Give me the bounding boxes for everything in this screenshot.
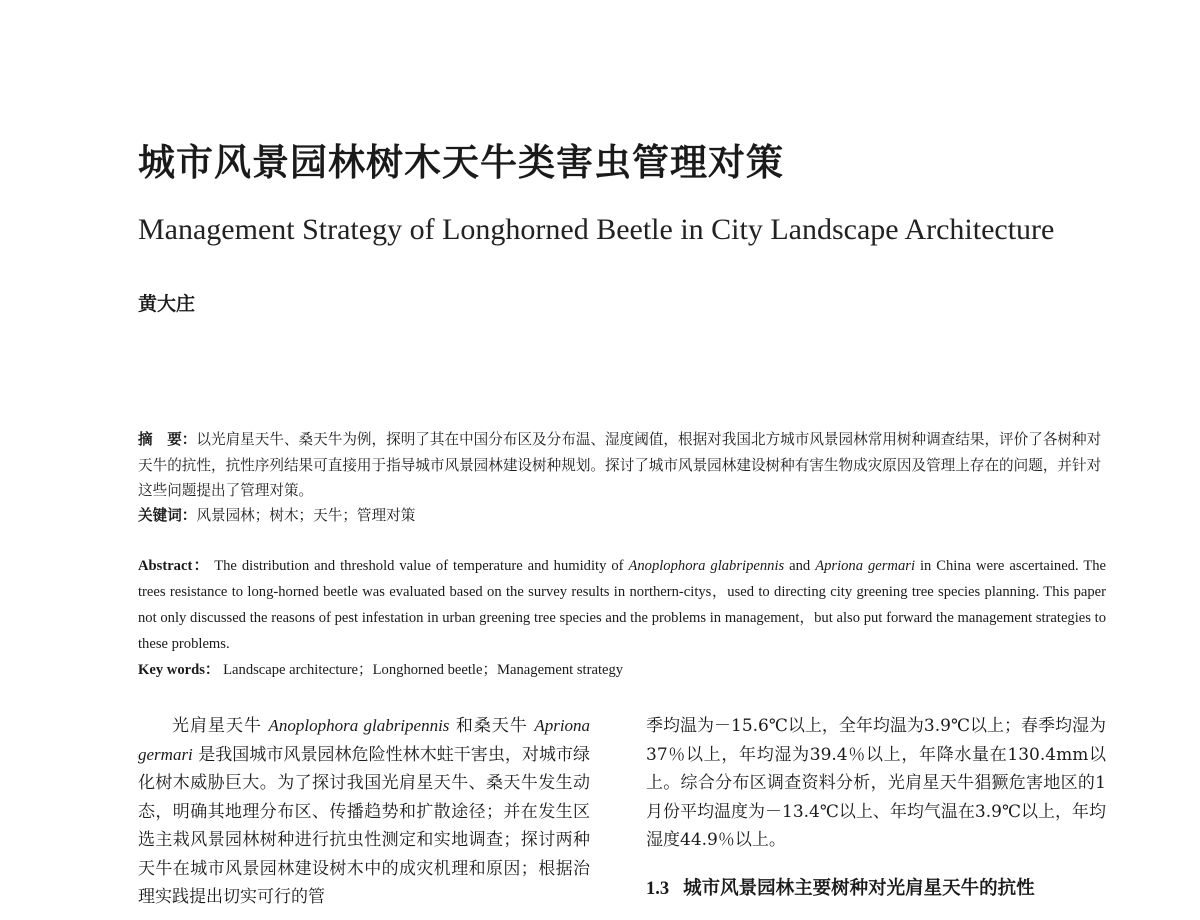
- body-left-text-c: 是我国城市风景园林危险性林木蛀干害虫，对城市绿化树木威胁巨大。为了探讨我国光肩星天牛、桑天牛发生动态，明确其地理分布区、传播趋势和扩散途径；并在发生区选主栽风景园林树种进行抗虫性测定和实地调查；探讨两种天牛在城市风景园林建设树木中的成灾机理和原因；根据治理实践提出切实可行的管: [138, 744, 591, 907]
- english-keywords: [138, 657, 1106, 683]
- species-name-apriona: Apriona germari: [815, 558, 915, 574]
- english-keywords-label: Key words：: [138, 662, 220, 678]
- body-species-apriona: Apriona germari: [138, 716, 591, 764]
- body-column-right: 季均温为－15.6℃以上，全年均温为3.9℃以上；春季均湿为37％以上，年均湿为39.4％以上，年降水量在130.4mm以上。综合分布区调查资料分析，光肩星天牛猖獗危害地区的1月份平均温度为－13.4℃以上、年均气温在3.9℃以上，年均湿度44.9％以上。: [646, 716, 1106, 850]
- english-abstract-label: Abstract：: [138, 558, 210, 574]
- section-number: 1.3: [646, 879, 670, 899]
- body-left-text-b: 和桑天牛: [455, 716, 528, 736]
- body-species-anoplophora: Anoplophora glabripennis: [268, 716, 450, 735]
- chinese-abstract: [138, 427, 1106, 504]
- chinese-abstract-label: 摘 要：: [138, 431, 197, 448]
- english-abstract-text-c: in China were ascertained. The trees resistance to long-horned beetle was evaluated based on the survey results in northern-citys，used to directing city greening tree species planning. This paper not only discussed the reasons of pest infestation in urban greening tree species and the problems in management，but also put forward the management strategies to these problems.: [138, 558, 1107, 652]
- section-heading: [646, 874, 1106, 900]
- body-left-text-a: 光肩星天牛: [172, 716, 263, 736]
- title-english: Management Strategy of Longhorned Beetle in City Landscape Architecture: [138, 213, 1055, 246]
- english-abstract-text-b: and: [784, 558, 816, 574]
- chinese-keywords: [138, 503, 1106, 528]
- title-chinese: 城市风景园林树木天牛类害虫管理对策: [138, 140, 784, 184]
- english-keywords-text: Landscape architecture；Longhorned beetle；Management strategy: [219, 662, 624, 678]
- section-title: 城市风景园林主要树种对光肩星天牛的抗性: [683, 878, 1035, 899]
- chinese-keywords-text: 风景园林；树木；天牛；管理对策: [196, 507, 416, 524]
- author-name: 黄大庄: [138, 293, 196, 315]
- english-abstract: [138, 553, 1106, 657]
- chinese-keywords-label: 关键词：: [138, 507, 197, 524]
- chinese-abstract-text: 以光肩星天牛、桑天牛为例，探明了其在中国分布区及分布温、湿度阈值，根据对我国北方城市风景园林常用树种调查结果，评价了各树种对天牛的抗性，抗性序列结果可直接用于指导城市风景园林建设树种规划。探讨了城市风景园林建设树种有害生物成灾原因及管理上存在的问题，并针对这些问题提出了管理对策。: [138, 431, 1102, 499]
- species-name-anoplophora: Anoplophora glabripennis: [628, 558, 785, 574]
- english-abstract-text-a: The distribution and threshold value of temperature and humidity of: [209, 558, 629, 574]
- body-column-left: [138, 712, 590, 912]
